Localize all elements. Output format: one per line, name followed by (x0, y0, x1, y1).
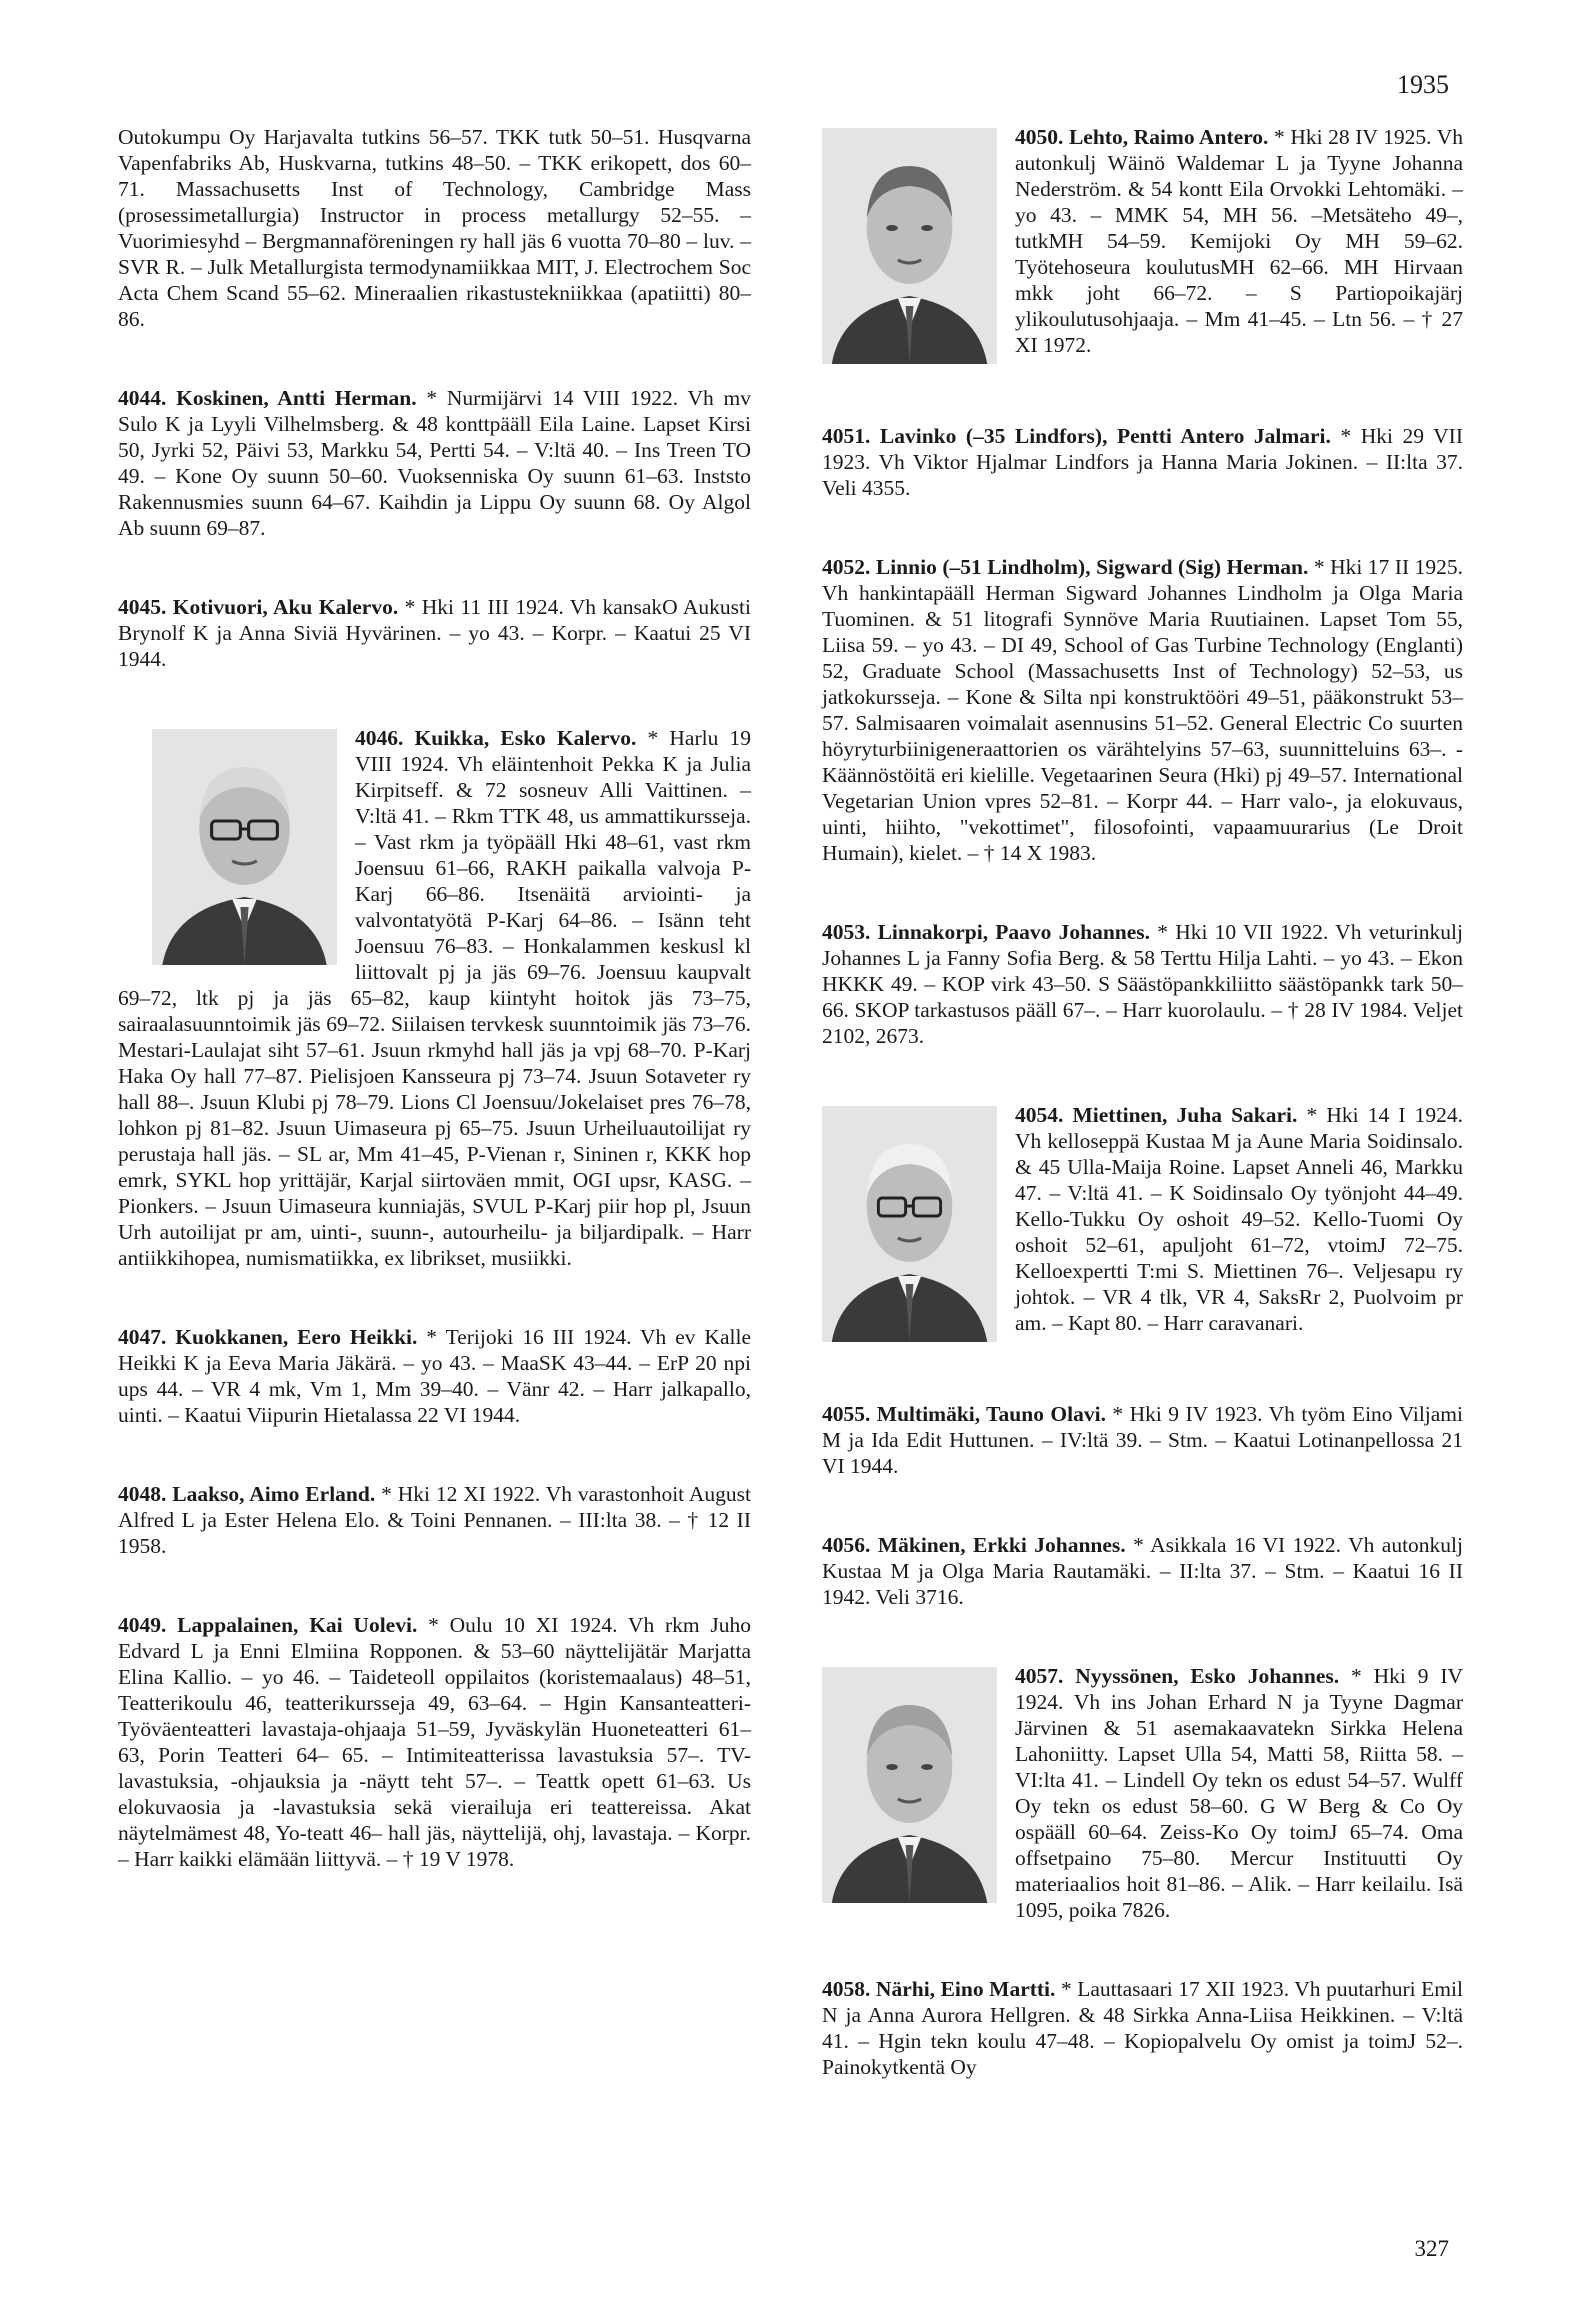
entry-body: * Harlu 19 VIII 1924. Vh eläintenhoit Pekka K ja Julia Kirpitseff. & 72 sosneuv Alli Vaittinen. – V:ltä 41. – Rkm TTK 48, us ammattikursseja. – Vast rkm ja työpääll Hki 48–61, vast rkm Joensuu 61–66, RAKH paikalla valvoja P-Karj 66–86. Itsenäitä arviointi- ja valvontatyötä P-Karj 64–86. – Isänn teht Joensuu 76–83. – Honkalammen keskusl kl liittovalt pj ja jäs 69–76. Joensuu kaupvalt 69–72, ltk pj ja jäs 65–82, kaup kiintyht hoitok jäs 73–75, sairaalasuunntoimik jäs 69–72. Siilaisen tervkesk suunntoimik jäs 73–76. Mestari-Laulajat siht 57–61. Jsuun rkmyhd hall jäs ja vpj 68–70. P-Karj Haka Oy hall 77–87. Pielisjoen Kansseura pj 73–74. Jsuun Sotaveter ry hall 88–. Jsuun Klubi pj 78–79. Lions Cl Joensuu/Jokelaiset pres 76–78, lohkon pj 81–82. Jsuun Uimaseura pj 65–75. Jsuun Urheiluautoilijat ry perustaja hall jäs. – SL ar, Mm 41–45, P-Vienan r, Sininen r, KKK hop emrk, SYKL hop yrittäjär, Karjal siirtoväen mmit, OGI upsr, KASG. – Pionkers. – Jsuun Uimaseura kunniajäs, SVUL P-Karj piir hop pl, Jsuun Urh autoilijat pr am, uinti-, suunn-, autourheilu- ja biljardipalk. – Harr antiikkihopea, numismatiikka, ex librikset, musiikki. (118, 726, 751, 1270)
entry-body: * Asikkala 16 VI 1922. Vh autonkulj Kustaa M ja Olga Maria Rautamäki. – II:lta 37. – Stm. – Kaatui 16 II 1942. Veli 3716. (822, 1533, 1463, 1609)
entry-4054 (822, 1102, 1463, 1348)
entry-4056 (822, 1532, 1463, 1610)
entry-4050 (822, 124, 1463, 370)
entry-heading: 4047. Kuokkanen, Eero Heikki. (118, 1325, 418, 1349)
entry-heading: 4058. Närhi, Eino Martti. (822, 1977, 1056, 2001)
entry-heading: 4057. Nyyssönen, Esko Johannes. (1015, 1664, 1340, 1688)
entry-body: Outokumpu Oy Harjavalta tutkins 56–57. TKK tutk 50–51. Husqvarna Vapenfabriks Ab, Huskvarna, tutkins 48–50. – TKK erikopett, dos 60–71. Massachusetts Inst of Technology, Cambridge Mass (prosessimetallurgia) Instructor in process metallurgy 52–55. – Vuorimiesyhd – Bergmannaföreningen ry hall jäs 6 vuotta 70–80 – luv. – SVR R. – Julk Metallurgista termodynamiikkaa MIT, J. Electrochem Soc Acta Chem Scand 55–62. Mineraalien rikastustekniikkaa (apatiitti) 80–86. (118, 125, 751, 331)
entry-body: * Hki 9 IV 1924. Vh ins Johan Erhard N ja Tyyne Dagmar Järvinen & 51 asemakaavatekn Sirkka Helena Lahoniitty. Lapset Ulla 54, Matti 58, Riitta 58. – VI:lta 41. – Lindell Oy tekn os edust 54–57. Wulff Oy tekn os edust 58–60. G W Berg & Co Oy ospääll 60–64. Zeiss-Ko Oy toimJ 65–74. Oma offsetpaino 75–80. Mercur Instituutti Oy materiaalios hoit 81–86. – Alik. – Harr keilailu. Isä 1095, poika 7826. (1015, 1664, 1463, 1922)
entry-4055 (822, 1401, 1463, 1479)
portrait-photo (822, 128, 997, 364)
entry-4049 (118, 1612, 751, 1872)
entry-heading: 4052. Linnio (–51 Lindholm), Sigward (Sig) Herman. (822, 555, 1309, 579)
entry-4053 (822, 919, 1463, 1049)
entry-continuation (118, 124, 751, 332)
entry-heading: 4053. Linnakorpi, Paavo Johannes. (822, 920, 1151, 944)
entry-4052 (822, 554, 1463, 866)
entry-heading: 4045. Kotivuori, Aku Kalervo. (118, 595, 399, 619)
entry-body: * Terijoki 16 III 1924. Vh ev Kalle Heikki K ja Eeva Maria Jäkärä. – yo 43. – MaaSK 43–44. – ErP 20 npi ups 44. – VR 4 mk, Vm 1, Mm 39–40. – Vänr 42. – Harr jalkapallo, uinti. – Kaatui Viipurin Hietalassa 22 VI 1944. (118, 1325, 751, 1427)
entry-heading-line (118, 725, 751, 1271)
entry-heading: 4044. Koskinen, Antti Herman. (118, 386, 417, 410)
entry-text (822, 1102, 1463, 1336)
left-column (118, 124, 751, 1925)
entry-body: * Hki 11 III 1924. Vh kansakO Aukusti Brynolf K ja Anna Siviä Hyvärinen. – yo 43. – Korpr. – Kaatui 25 VI 1944. (118, 595, 751, 671)
entry-heading: 4046. Kuikka, Esko Kalervo. (355, 726, 637, 750)
entry-4058 (822, 1976, 1463, 2080)
entry-body: * Nurmijärvi 14 VIII 1922. Vh mv Sulo K ja Lyyli Vilhelmsberg. & 48 konttpääll Eila Laine. Lapset Kirsi 50, Jyrki 52, Päivi 53, Markku 54, Pertti 54. – V:ltä 40. – Ins Treen TO 49. – Kone Oy suunn 50–60. Vuoksenniska Oy suunn 61–63. Inststo Rakennusmies suunn 64–67. Kaihdin ja Lippu Oy suunn 68. Oy Algol Ab suunn 69–87. (118, 386, 752, 540)
entry-heading: 4049. Lappalainen, Kai Uolevi. (118, 1613, 418, 1637)
entry-heading: 4056. Mäkinen, Erkki Johannes. (822, 1533, 1126, 1557)
entry-4046 (118, 725, 751, 1271)
entry-body: * Hki 9 IV 1923. Vh työm Eino Viljami M ja Ida Edit Huttunen. – IV:ltä 39. – Stm. – Kaatui Lotinanpellossa 21 VI 1944. (822, 1402, 1463, 1478)
entry-body: * Hki 14 I 1924. Vh kelloseppä Kustaa M ja Aune Maria Soidinsalo. & 45 Ulla-Maija Roine. Lapset Anneli 46, Markku 47. – V:ltä 41. – K Soidinsalo Oy työnjoht 44–49. Kello-Tukku Oy oshoit 49–52. Kello-Tuomi Oy oshoit 52–61, apuljoht 61–72, vtoimJ 72–75. Kelloexpertti T:mi S. Miettinen 76–. Veljesapu ry johtok. – VR 4 tlk, VR 4, SaksRr 2, Puolvoim pr am. – Kapt 80. – Harr caravanari. (1015, 1103, 1463, 1335)
page-year: 1935 (1397, 70, 1449, 99)
entry-4048 (118, 1481, 751, 1559)
entry-4051 (822, 423, 1463, 501)
entry-4045 (118, 594, 751, 672)
entry-body: * Lauttasaari 17 XII 1923. Vh puutarhuri Emil N ja Anna Aurora Hellgren. & 48 Sirkka Anna-Liisa Heikkinen. – V:ltä 41. – Hgin tekn koulu 47–48. – Kopiopalvelu Oy omist ja toimJ 52–. Painokytkentä Oy (822, 1977, 1463, 2079)
entry-4057 (822, 1663, 1463, 1923)
entry-body: * Hki 29 VII 1923. Vh Viktor Hjalmar Lindfors ja Hanna Maria Jokinen. – II:lta 37. Veli 4355. (822, 424, 1463, 500)
portrait-photo (822, 1667, 997, 1903)
portrait-photo (152, 729, 337, 965)
entry-text (822, 1663, 1463, 1923)
entry-heading: 4055. Multimäki, Tauno Olavi. (822, 1402, 1106, 1426)
entry-heading: 4051. Lavinko (–35 Lindfors), Pentti Antero Jalmari. (822, 424, 1331, 448)
entry-heading: 4054. Miettinen, Juha Sakari. (1015, 1103, 1298, 1127)
entry-4044 (118, 385, 751, 541)
entry-body: * Hki 12 XI 1922. Vh varastonhoit August Alfred L ja Ester Helena Elo. & Toini Pennanen. – III:lta 38. – † 12 II 1958. (118, 1482, 751, 1558)
entry-body: * Oulu 10 XI 1924. Vh rkm Juho Edvard L ja Enni Elmiina Ropponen. & 53–60 näyttelijätär Marjatta Elina Kallio. – yo 46. – Taideteoll oppilaitos (koristemaalaus) 48–51, Teatterikoulu 46, teatterikursseja 49, 63–64. – Hgin Kansanteatteri-Työväenteatteri lavastaja-ohjaaja 51–59, Jyväskylän Huoneteatteri 61–63, Porin Teatteri 64– 65. – Intimiteatterissa lavastuksia 57–. TV-lavastuksia, -ohjauksia ja -näytt teht 57–. – Teattk opett 61–63. Us elokuvaosia ja -lavastuksia sekä vierailuja eri teattereissa. Akat näytelmämest 48, Yo-teatt 46– hall jäs, näyttelijä, ohj, lavastaja. – Korpr. – Harr kaikki elämään liittyvä. – † 19 V 1978. (118, 1613, 751, 1871)
entry-body: * Hki 17 II 1925. Vh hankintapääll Herman Sigward Johannes Lindholm ja Olga Maria Tuominen. & 51 litografi Synnöve Maria Ruutiainen. Lapset Tom 55, Liisa 59. – yo 43. – DI 49, School of Gas Turbine Technology (Englanti) 52, Graduate School (Massachusetts Inst of Technology) 52–53, us jatkokursseja. – Kone & Silta npi konstruktööri 49–51, pääkonstrukt 53–57. Salmisaaren voimalait asennusins 51–52. General Electric Co suurten höyryturbiinigeneraattorien os värähtelyins 57–63, suunnitteluins 63–. -Käännöstöitä eri kielille. Vegetaarinen Seura (Hki) pj 49–57. International Vegetarian Union vpres 52–81. – Korpr 44. – Harr valo-, ja elokuvaus, uinti, hiihto, "vekottimet", filosofointi, vapaamuurarius (Le Droit Humain), kielet. – † 14 X 1983. (822, 555, 1463, 865)
entry-body: * Hki 10 VII 1922. Vh veturinkulj Johannes L ja Fanny Sofia Berg. & 58 Terttu Hilja Lahti. – yo 43. – Ekon HKKK 49. – KOP virk 43–50. S Säästöpankkiliitto säästöpankk tark 50–66. SKOP tarkastusos pääll 67–. – Harr kuorolaulu. – † 28 IV 1984. Veljet 2102, 2673. (822, 920, 1463, 1048)
portrait-photo (822, 1106, 997, 1342)
entry-body: * Hki 28 IV 1925. Vh autonkulj Wäinö Waldemar L ja Tyyne Johanna Nederström. & 54 kontt Eila Orvokki Lehtomäki. – yo 43. – MMK 54, MH 56. –Metsäteho 49–, tutkMH 54–59. Kemijoki Oy MH 59–62. Työtehoseura koulutusMH 62–66. MH Hirvaan mkk joht 66–72. – S Partiopoikajärj ylikoulutusohjaaja. – Mm 41–45. – Ltn 56. – † 27 XI 1972. (1015, 125, 1463, 357)
entry-text (822, 124, 1463, 358)
page-number: 327 (1414, 2236, 1449, 2261)
entry-heading: 4048. Laakso, Aimo Erland. (118, 1482, 376, 1506)
entry-4047 (118, 1324, 751, 1428)
right-column (822, 124, 1463, 2080)
entry-heading: 4050. Lehto, Raimo Antero. (1015, 125, 1269, 149)
